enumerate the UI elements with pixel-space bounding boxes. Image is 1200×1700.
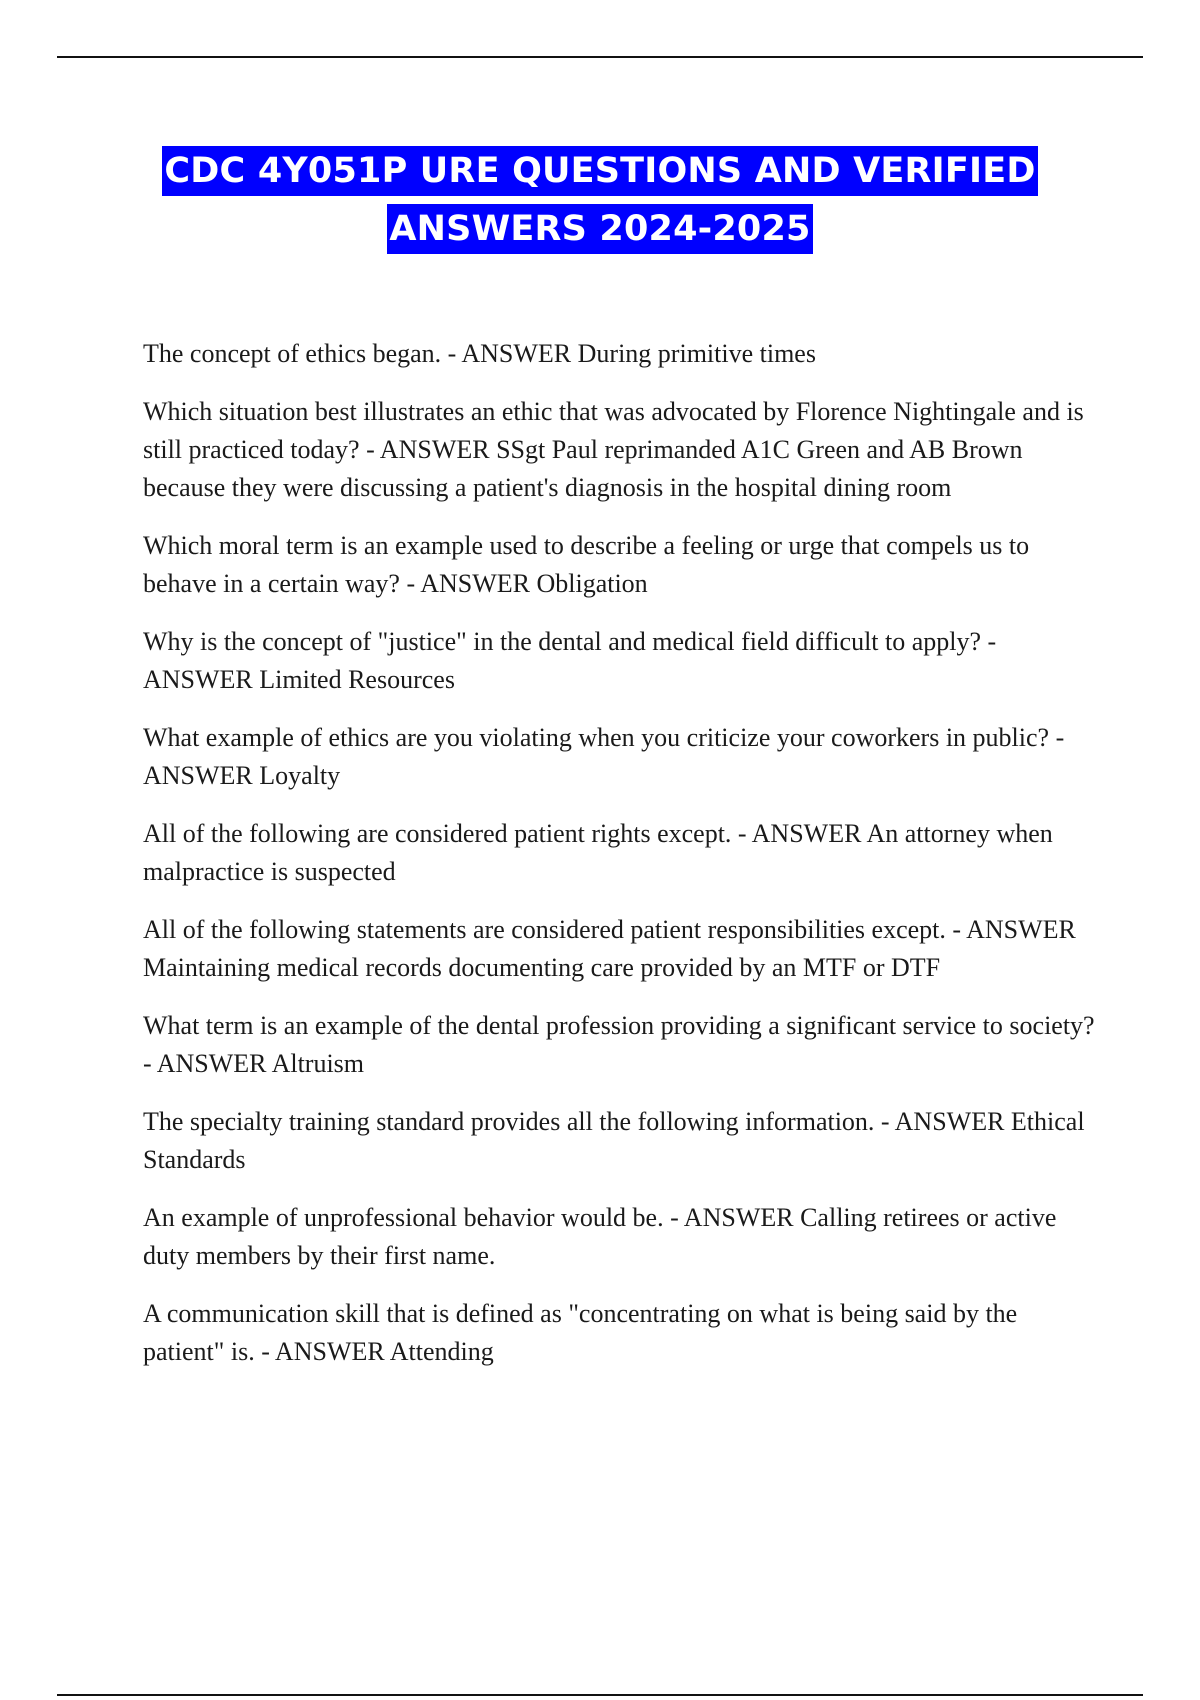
title-line-2: ANSWERS 2024-2025 <box>387 204 812 254</box>
qa-item: What term is an example of the dental profession providing a significant service to society? - ANSWER Altruism <box>143 1011 1095 1078</box>
document-title <box>0 142 1200 258</box>
footer-rule <box>57 1694 1143 1696</box>
qa-item: The concept of ethics began. - ANSWER During primitive times <box>143 339 816 368</box>
title-line-1: CDC 4Y051P URE QUESTIONS AND VERIFIED <box>162 146 1037 196</box>
qa-item: An example of unprofessional behavior would be. - ANSWER Calling retirees or active duty members by their first name. <box>143 1203 1057 1270</box>
question-answer-list <box>143 335 1103 1391</box>
qa-item: All of the following statements are considered patient responsibilities except. - ANSWER Maintaining medical records documenting care provided by an MTF or DTF <box>143 915 1076 982</box>
header-rule <box>57 56 1143 58</box>
qa-item: All of the following are considered patient rights except. - ANSWER An attorney when malpractice is suspected <box>143 819 1053 886</box>
qa-item: Which moral term is an example used to describe a feeling or urge that compels us to behave in a certain way? - ANSWER Obligation <box>143 531 1030 598</box>
qa-item: A communication skill that is defined as "concentrating on what is being said by the patient" is. - ANSWER Attending <box>143 1299 1018 1366</box>
qa-item: Why is the concept of "justice" in the dental and medical field difficult to apply? - ANSWER Limited Resources <box>143 627 997 694</box>
qa-item: What example of ethics are you violating when you criticize your coworkers in public? - ANSWER Loyalty <box>143 723 1065 790</box>
qa-item: The specialty training standard provides all the following information. - ANSWER Ethical Standards <box>143 1107 1085 1174</box>
qa-item: Which situation best illustrates an ethic that was advocated by Florence Nightingale and is still practiced today? - ANSWER SSgt Paul reprimanded A1C Green and AB Brown because they were discussing a patient's diagnosis in the hospital dining room <box>143 397 1084 502</box>
